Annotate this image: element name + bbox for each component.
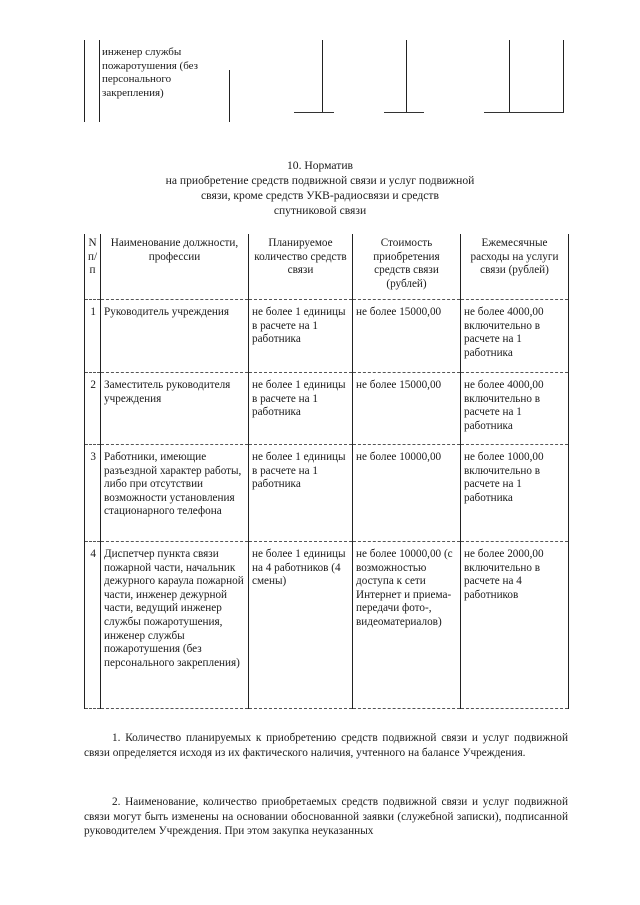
row-number: 3 [85,445,101,542]
col-header-position: Наименование должности, профессии [101,234,249,300]
row-cost: не более 10000,00 [353,445,461,542]
row-monthly: не более 4000,00 включительно в расчете на 1 работника [461,373,569,445]
note-paragraph-1: 1. Количество планируемых к приобретению средств подвижной связи и услуг подвижной связи определяется исходя из их фактического наличия, учтенного на балансе Учреждения. [84,732,568,759]
section-title-line: спутниковой связи [273,204,367,217]
table-row [85,445,569,542]
row-cost: не более 15000,00 [353,373,461,445]
row-position: Руководитель учреждения [101,300,249,373]
section-title-line: связи, кроме средств УКВ-радиосвязи и средств [201,189,439,202]
col-header-number: N п/п [85,234,101,300]
fragment-border-left [84,40,85,122]
fragment-border [229,70,230,122]
col-header-monthly: Ежемесячные расходы на услуги связи (рублей) [461,234,569,300]
fragment-bottom-line [384,112,424,113]
row-position: Заместитель руководителя учреждения [101,373,249,445]
row-quantity: не более 1 единицы в расчете на 1 работника [249,373,353,445]
fragment-border [509,40,510,112]
col-header-quantity: Планируемое количество средств связи [249,234,353,300]
section-heading [120,158,520,218]
note-paragraph-2: 2. Наименование, количество приобретаемых средств подвижной связи и услуг подвижной связи могут быть изменены на основании обоснованной заявки (служебной записки), подписанной руководителем Учреждения. При этом закупка неуказанных [84,796,568,838]
row-number: 2 [85,373,101,445]
row-quantity: не более 1 единицы в расчете на 1 работника [249,445,353,542]
norm-table [84,234,569,709]
row-quantity: не более 1 единицы в расчете на 1 работника [249,300,353,373]
fragment-bottom-line [294,112,334,113]
row-cost: не более 10000,00 (с возможностью доступа к сети Интернет и приема-передачи фото-, видеоматериалов) [353,542,461,709]
previous-table-fragment [84,40,564,122]
row-monthly: не более 2000,00 включительно в расчете на 4 работников [461,542,569,709]
table-row [85,300,569,373]
row-position: Работники, имеющие разъездной характер работы, либо при отсутствии возможности установления стационарного телефона [101,445,249,542]
section-title-number: 10. Норматив [286,159,354,172]
table-row [85,542,569,709]
fragment-border-right [563,40,564,112]
table-row [85,373,569,445]
row-number: 4 [85,542,101,709]
fragment-border [99,40,100,122]
row-number: 1 [85,300,101,373]
fragment-border [406,40,407,112]
fragment-bottom-line [484,112,564,113]
fragment-border [322,40,323,112]
row-monthly: не более 1000,00 включительно в расчете на 1 работника [461,445,569,542]
table-header-row [85,234,569,300]
row-monthly: не более 4000,00 включительно в расчете на 1 работника [461,300,569,373]
row-cost: не более 15000,00 [353,300,461,373]
row-quantity: не более 1 единицы на 4 работников (4 смены) [249,542,353,709]
col-header-cost: Стоимость приобретения средств связи (рублей) [353,234,461,300]
section-title-line: на приобретение средств подвижной связи и услуг подвижной [165,174,475,187]
row-position: Диспетчер пункта связи пожарной части, начальник дежурного караула пожарной части, инженер дежурной части, ведущий инженер службы пожаротушения, инженер службы пожаротушения (без персонального закрепления) [101,542,249,709]
fragment-cell-text: инженер службы пожаротушения (без персонального закрепления) [102,46,199,99]
